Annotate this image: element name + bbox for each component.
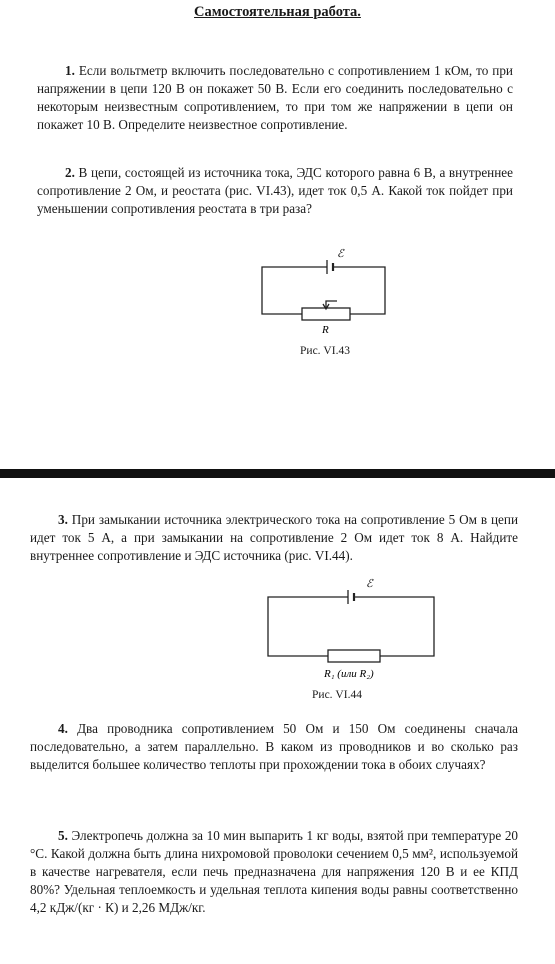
figure-caption-43: Рис. VI.43	[300, 345, 350, 357]
circuit-diagram-fig44	[262, 575, 442, 685]
problem-4-number: 4.	[58, 721, 68, 736]
problem-5	[30, 827, 518, 917]
problem-3	[30, 511, 518, 565]
resistor-label: R₁ (или R₂)	[324, 668, 374, 680]
figure-caption-44: Рис. VI.44	[312, 689, 362, 701]
circuit-wire	[333, 267, 385, 314]
emf-label: ℰ	[337, 248, 344, 260]
problem-2-number: 2.	[65, 165, 75, 180]
circuit-wire	[354, 597, 434, 656]
circuit-wire	[262, 267, 327, 314]
emf-label: ℰ	[366, 578, 373, 590]
problem-4-text: Два проводника сопротивлением 50 Ом и 150 Ом соединены сначала последовательно, а затем параллельно. В каком из проводников и во сколько раз выделится большее количество теплоты при прохождении тока в обоих случаях?	[30, 721, 519, 772]
problem-3-text: При замыкании источника электрического тока на сопротивление 5 Ом в цепи идет ток 5 А, а при замыкании на сопротивление 2 Ом идет ток 8 А. Найдите внутреннее сопротивление и ЭДС источника (рис. VI.44).	[30, 512, 519, 563]
section-divider	[0, 469, 555, 478]
problem-4	[30, 720, 518, 774]
problem-5-text: Электропечь должна за 10 мин выпарить 1 кг воды, взятой при температуре 20 °С. Какой должна быть длина нихромовой проволоки сечением 0,5 мм², используемой в качестве нагревателя, если печь предназначена для напряжения 120 В и ее КПД 80%? Удельная теплоемкость и удельная теплота кипения воды равны соответственно 4,2 кДж/(кг · К) и 2,26 МДж/кг.	[30, 828, 519, 915]
problem-3-number: 3.	[58, 512, 68, 527]
problem-2-text: В цепи, состоящей из источника тока, ЭДС которого равна 6 В, а внутреннее сопротивление 2 Ом, и реостата (рис. VI.43), идет ток 0,5 А. Какой ток пойдет при уменьшении сопротивления реостата в три раза?	[37, 165, 514, 216]
resistor-label: R	[322, 324, 329, 336]
problem-1-number: 1.	[65, 63, 75, 78]
circuit-diagram-fig43	[255, 245, 395, 345]
circuit-wire	[268, 597, 348, 656]
problem-5-number: 5.	[58, 828, 68, 843]
problem-1-text: Если вольтметр включить последовательно с сопротивлением 1 кОм, то при напряжении в цепи 120 В он покажет 50 В. Если его соединить последовательно с некоторым неизвестным сопротивлением, то при том же напряжении в цепи он покажет 10 В. Определите неизвестное сопротивление.	[37, 63, 513, 132]
page-title: Самостоятельная работа.	[194, 4, 361, 20]
resistor	[328, 650, 380, 662]
problem-1	[37, 62, 513, 134]
problem-2	[37, 164, 513, 218]
